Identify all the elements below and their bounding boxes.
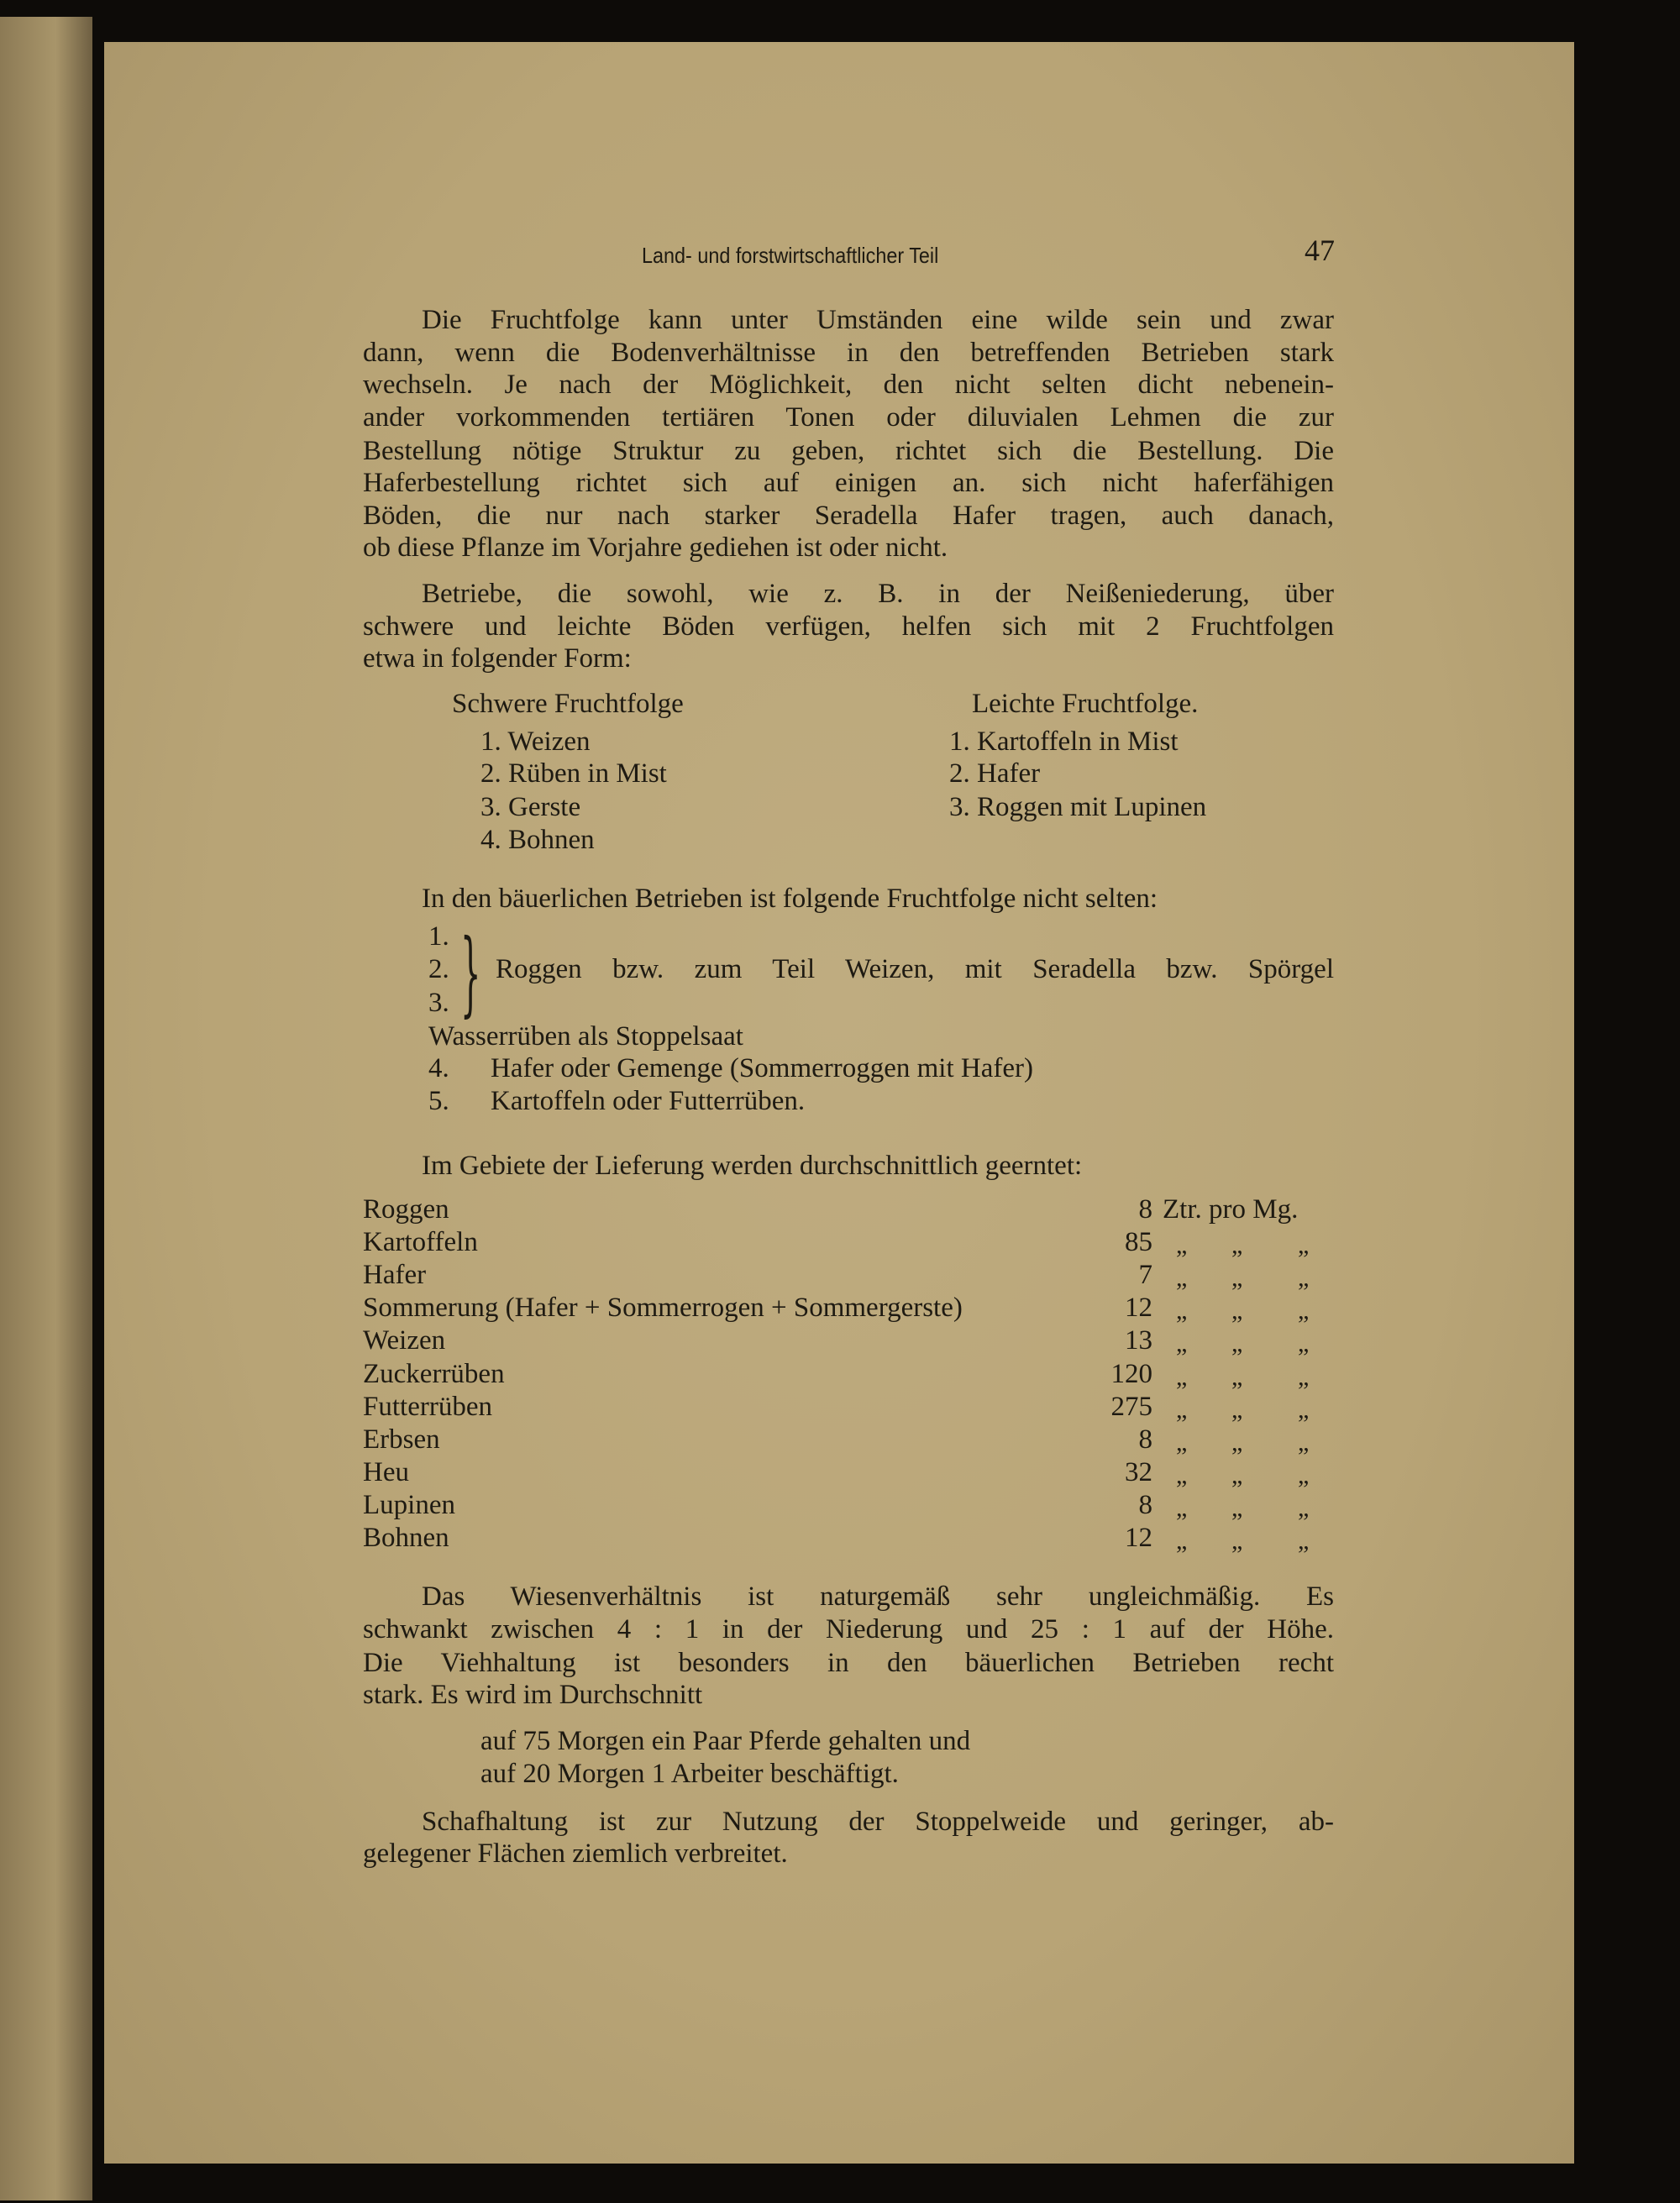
list-item: 1. Weizen [480,726,591,757]
ditto-mark: „ [1231,1362,1243,1391]
ditto-mark: „ [1298,1297,1310,1325]
ditto-mark: „ [1298,1527,1310,1555]
crop-name: Hafer [363,1260,427,1291]
text-line: auf 20 Morgen 1 Arbeiter beschäftigt. [480,1759,899,1789]
list-item: 3. Roggen mit Lupinen [949,792,1207,822]
list-number: 2. [428,954,449,984]
text-line: ob diese Pflanze im Vorjahre gediehen ist oder nicht. [363,532,948,563]
ditto-mark: „ [1298,1493,1310,1522]
text-line: Bestellung nötige Struktur zu geben, richtet sich die Bestellung. Die [363,436,1334,466]
crop-name: Futterrüben [363,1391,492,1422]
ditto-mark: „ [1176,1231,1188,1260]
text-line: Böden, die nur nach starker Seradella Hafer tragen, auch danach, [363,501,1334,531]
yield-value: 120 [1110,1358,1152,1389]
text-line: Haferbestellung richtet sich auf einigen an. sich nicht haferfähigen [363,468,1334,498]
crop-name: Erbsen [363,1424,440,1455]
ditto-mark: „ [1231,1264,1243,1293]
text-line: Das Wiesenverhältnis ist naturgemäß sehr ungleichmäßig. Es [422,1581,1334,1612]
list-title: Leichte Fruchtfolge. [972,689,1199,719]
yield-value: 13 [1125,1325,1152,1356]
list-item: Hafer oder Gemenge (Sommerroggen mit Hafer) [491,1053,1033,1083]
list-number: 5. [428,1086,449,1116]
ditto-mark: „ [1298,1330,1310,1358]
text-line: Im Gebiete der Lieferung werden durchschnittlich geerntet: [422,1151,1083,1181]
ditto-mark: „ [1298,1362,1310,1391]
ditto-mark: „ [1176,1297,1188,1325]
text-line: Schafhaltung ist zur Nutzung der Stoppelweide und geringer, ab- [422,1807,1334,1837]
yield-value: 7 [1138,1260,1152,1291]
list-number: 1. [428,921,449,952]
ditto-mark: „ [1176,1493,1188,1522]
ditto-mark: „ [1298,1231,1310,1260]
text-line: Die Fruchtfolge kann unter Umständen eine wilde sein und zwar [422,305,1334,335]
brace-symbol: } [460,919,481,1026]
list-item: 2. Hafer [949,758,1041,789]
unit-label: Ztr. pro Mg. [1163,1194,1299,1225]
ditto-mark: „ [1176,1395,1188,1424]
text-line: wechseln. Je nach der Möglichkeit, den nicht selten dicht nebenein- [363,370,1334,400]
yield-value: 8 [1138,1424,1152,1455]
ditto-mark: „ [1231,1297,1243,1325]
crop-name: Roggen [363,1194,449,1225]
ditto-mark: „ [1176,1428,1188,1456]
text-line: ander vorkommenden tertiären Tonen oder diluvialen Lehmen die zur [363,402,1334,433]
crop-name: Sommerung (Hafer + Sommerrogen + Sommergerste) [363,1293,963,1324]
ditto-mark: „ [1231,1461,1243,1489]
list-item: Kartoffeln oder Futterrüben. [491,1086,806,1116]
list-number: 4. [428,1053,449,1083]
text-line: etwa in folgender Form: [363,643,632,674]
list-number: 3. [428,988,449,1018]
ditto-mark: „ [1298,1428,1310,1456]
list-item: Roggen bzw. zum Teil Weizen, mit Seradella bzw. Spörgel [496,954,1334,984]
text-line: dann, wenn die Bodenverhältnisse in den betreffenden Betrieben stark [363,338,1334,368]
ditto-mark: „ [1176,1527,1188,1555]
previous-page-edge [0,17,92,2200]
yield-value: 12 [1125,1523,1152,1553]
crop-name: Kartoffeln [363,1227,478,1258]
yield-value: 32 [1125,1456,1152,1487]
ditto-mark: „ [1231,1330,1243,1358]
yield-value: 85 [1125,1227,1152,1258]
ditto-mark: „ [1231,1395,1243,1424]
list-item: 1. Kartoffeln in Mist [949,726,1179,757]
ditto-mark: „ [1176,1330,1188,1358]
yield-value: 8 [1138,1489,1152,1520]
list-item: 4. Bohnen [480,825,595,855]
text-line: gelegener Flächen ziemlich verbreitet. [363,1838,788,1869]
ditto-mark: „ [1176,1461,1188,1489]
text-line: schwankt zwischen 4 : 1 in der Niederung und 25 : 1 auf der Höhe. [363,1614,1334,1644]
text-line: Die Viehhaltung ist besonders in den bäuerlichen Betrieben recht [363,1648,1334,1678]
list-item: Wasserrüben als Stoppelsaat [428,1021,743,1052]
crop-name: Zuckerrüben [363,1358,505,1389]
ditto-mark: „ [1231,1493,1243,1522]
crop-name: Weizen [363,1325,446,1356]
text-line: In den bäuerlichen Betrieben ist folgende Fruchtfolge nicht selten: [422,884,1158,914]
list-item: 2. Rüben in Mist [480,758,667,789]
ditto-mark: „ [1298,1461,1310,1489]
ditto-mark: „ [1231,1527,1243,1555]
text-line: stark. Es wird im Durchschnitt [363,1680,703,1710]
text-line: schwere und leichte Böden verfügen, helfen sich mit 2 Fruchtfolgen [363,611,1334,642]
ditto-mark: „ [1298,1264,1310,1293]
crop-name: Lupinen [363,1489,455,1520]
ditto-mark: „ [1298,1395,1310,1424]
ditto-mark: „ [1231,1231,1243,1260]
yield-value: 12 [1125,1293,1152,1324]
ditto-mark: „ [1176,1362,1188,1391]
text-line: auf 75 Morgen ein Paar Pferde gehalten und [480,1726,971,1756]
yield-value: 8 [1138,1194,1152,1225]
list-item: 3. Gerste [480,792,581,822]
crop-name: Heu [363,1456,409,1487]
list-title: Schwere Fruchtfolge [452,689,684,719]
text-line: Betriebe, die sowohl, wie z. B. in der Neißeniederung, über [422,579,1334,609]
page-number: 47 [1305,233,1335,267]
ditto-mark: „ [1176,1264,1188,1293]
ditto-mark: „ [1231,1428,1243,1456]
yield-value: 275 [1110,1391,1152,1422]
running-title: Land- und forstwirtschaftlicher Teil [642,243,939,268]
crop-name: Bohnen [363,1523,449,1553]
